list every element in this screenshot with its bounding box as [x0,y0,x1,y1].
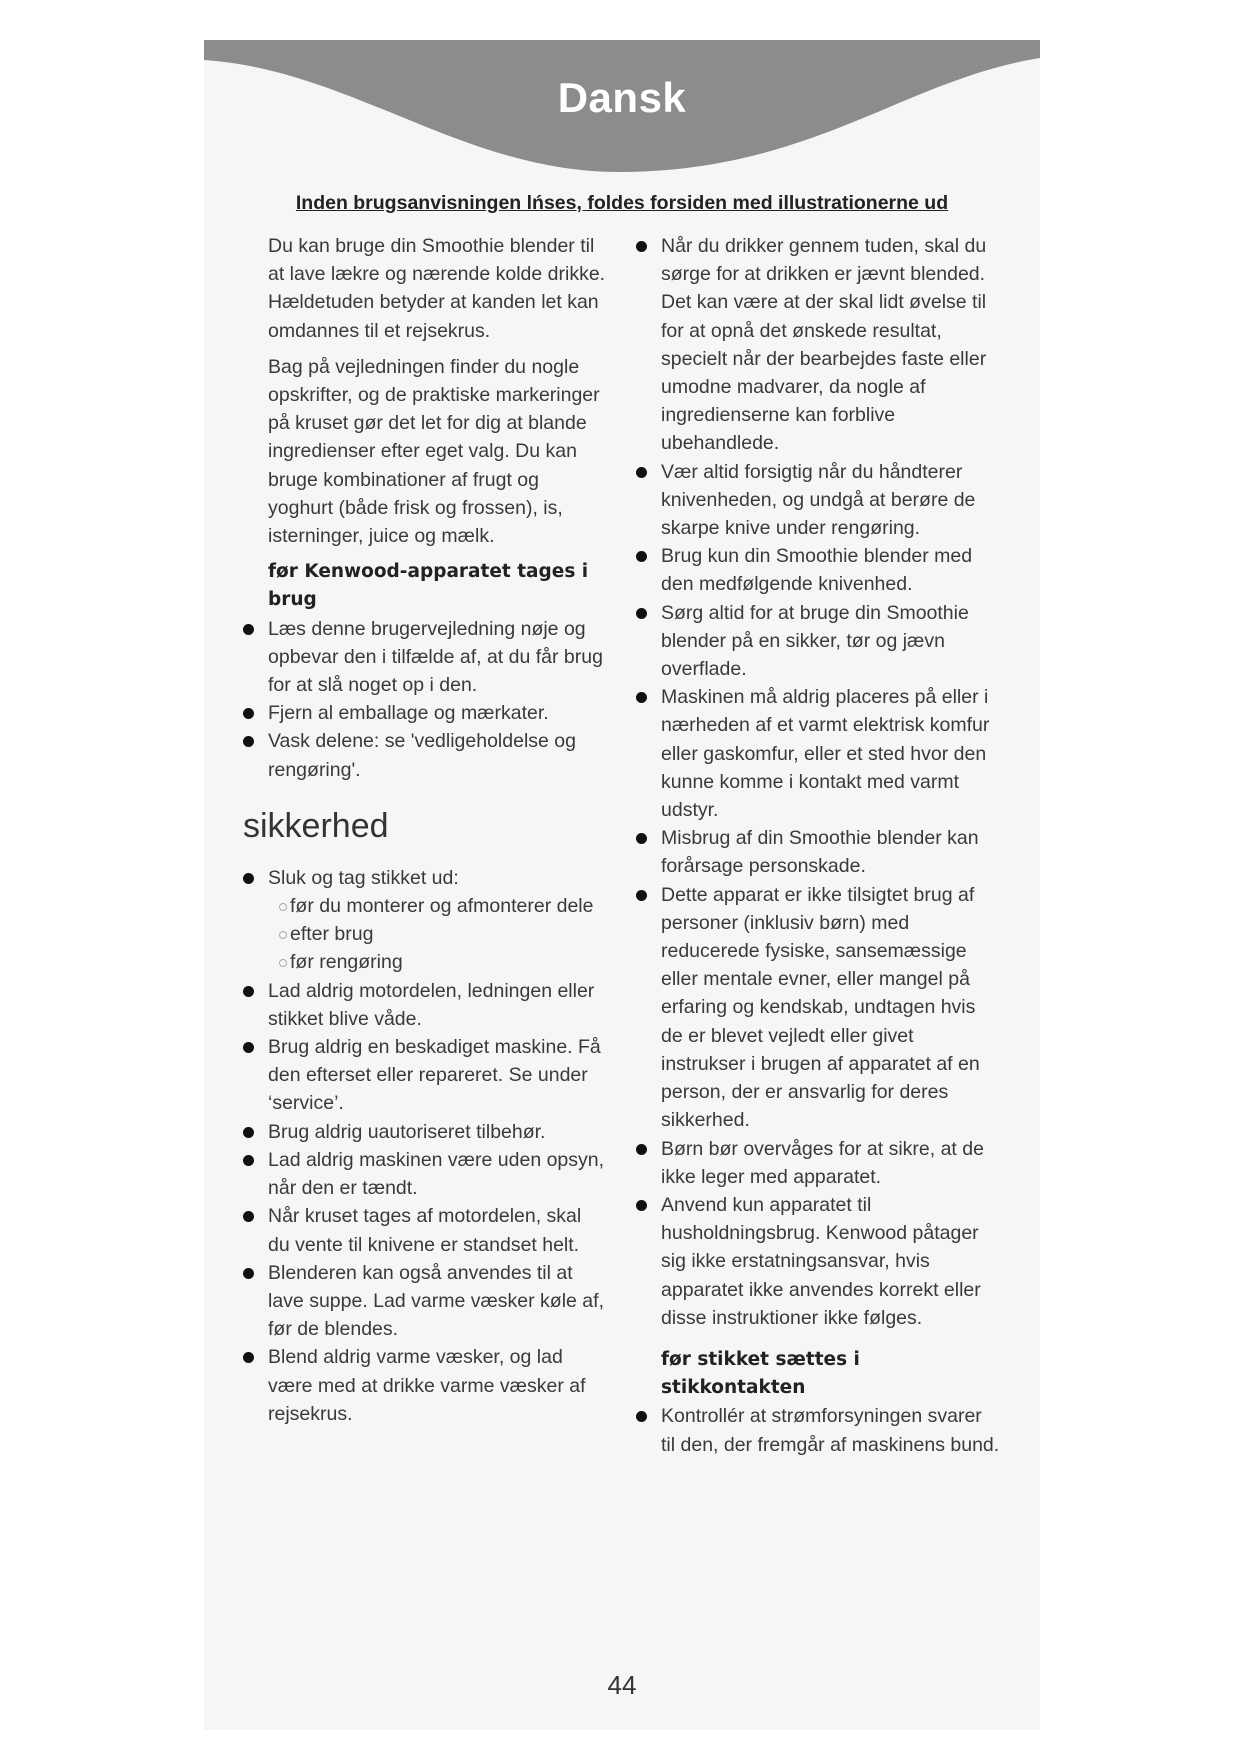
list-item: Kontrollér at strømforsyningen svarer til den, der fremgår af maskinens bund. [661,1402,1001,1458]
list-item: Læs denne brugervejledning nøje og opbevar den i tilfælde af, at du får brug for at slå noget op i den. [268,615,608,700]
bullet-icon [243,736,254,747]
list-item: Brug aldrig uautoriseret tilbehør. [268,1118,608,1146]
bullet-icon [243,986,254,997]
sub-list-item: før du monterer og afmonterer dele [290,892,608,920]
list-item: Når kruset tages af motordelen, skal du vente til knivene er standset helt. [268,1202,608,1258]
bullet-icon [243,1155,254,1166]
bullet-icon [243,1042,254,1053]
bullet-icon [636,241,647,252]
page-title: Dansk [557,74,687,121]
bullet-icon [636,1144,647,1155]
safety-section-title: sikkerhed [243,806,389,845]
list-item: Vask delene: se 'vedligeholdelse og rengøring'. [268,727,608,783]
list-item: Brug kun din Smoothie blender med den medfølgende knivenhed. [661,542,1001,598]
list-item: Brug aldrig en beskadiget maskine. Få den efterset eller repareret. Se under ‘service’. [268,1033,608,1118]
bullet-icon [636,608,647,619]
bullet-icon [243,873,254,884]
ring-bullet-icon [279,959,287,967]
bullet-icon [243,1268,254,1279]
sub-list [268,892,608,977]
list-item: Maskinen må aldrig placeres på eller i nærheden af et varmt elektrisk komfur eller gaskomfur, eller et sted hvor den kunne komme i kontakt med varmt udstyr. [661,683,1001,824]
bullet-icon [636,833,647,844]
plug-heading: før stikket sættes i stikkontakten [661,1348,860,1399]
bullet-icon [636,1200,647,1211]
safety-list-continued [661,232,1001,1332]
intro-paragraph: Bag på vejledningen finder du nogle opskrifter, og de praktiske markeringer på kruset gør det let for dig at blande ingredienser efter eget valg. Du kan bruge kombinationer af frugt og yoghurt (både frisk og frossen), is, isterninger, juice og mælk. [268,355,600,548]
list-item: Fjern al emballage og mærkater. [268,699,608,727]
sub-list-item: efter brug [290,920,608,948]
bullet-icon [636,692,647,703]
bullet-icon [243,1211,254,1222]
list-item: Vær altid forsigtig når du håndterer knivenheden, og undgå at berøre de skarpe knive under rengøring. [661,458,1001,543]
sub-list-item: før rengøring [290,948,608,976]
bullet-icon [636,551,647,562]
list-item: Blend aldrig varme væsker, og lad være med at drikke varme væsker af rejsekrus. [268,1343,608,1428]
list-item: Anvend kun apparatet til husholdningsbrug. Kenwood påtager sig ikke erstatningsansvar, hvis apparatet ikke anvendes korrekt eller disse instruktioner ikke følges. [661,1191,1001,1332]
bullet-icon [243,1352,254,1363]
list-item: Sørg altid for at bruge din Smoothie blender på en sikker, tør og jævn overflade. [661,599,1001,684]
bullet-icon [243,708,254,719]
bullet-icon [243,1127,254,1138]
fold-out-instruction: Inden brugsanvisningen lńses, foldes forsiden med illustrationerne ud [295,192,949,214]
list-item: Sluk og tag stikket ud: før du monterer og afmonterer dele efter brug før rengøring [268,864,608,977]
left-column [243,232,608,1428]
list-item: Når du drikker gennem tuden, skal du sørge for at drikken er jævnt blended. Det kan være at der skal lidt øvelse til for at opnå det ønskede resultat, specielt når der bearbejdes faste eller umodne madvarer, da nogle af ingredienserne kan forblive ubehandlede. [661,232,1001,458]
safety-list [268,864,608,1428]
list-item: Blenderen kan også anvendes til at lave suppe. Lad varme væsker køle af, før de blendes. [268,1259,608,1344]
right-column [661,232,1001,1459]
page-number: 44 [607,1670,637,1700]
bullet-icon [636,467,647,478]
list-item: Børn bør overvåges for at sikre, at de ikke leger med apparatet. [661,1135,1001,1191]
plug-list [661,1402,1001,1458]
manual-page [204,40,1040,1730]
bullet-icon [636,890,647,901]
list-item: Dette apparat er ikke tilsigtet brug af personer (inklusiv børn) med reducerede fysiske, sansemæssige eller mentale evner, eller mangel på erfaring og kendskab, undtagen hvis de er blevet vejledt eller givet instrukser i brugen af apparatet af en person, der er ansvarlig for deres sikkerhed. [661,881,1001,1135]
list-item: Misbrug af din Smoothie blender kan forårsage personskade. [661,824,1001,880]
ring-bullet-icon [279,903,287,911]
ring-bullet-icon [279,931,287,939]
intro-paragraph: Du kan bruge din Smoothie blender til at lave lækre og nærende kolde drikke. Hældetuden betyder at kanden let kan omdannes til et rejsekrus. [268,235,606,342]
bullet-icon [636,1411,647,1422]
before-use-heading: før Kenwood-apparatet tages i brug [268,561,589,611]
list-item: Lad aldrig maskinen være uden opsyn, når den er tændt. [268,1146,608,1202]
list-item: Lad aldrig motordelen, ledningen eller stikket blive våde. [268,977,608,1033]
bullet-icon [243,624,254,635]
before-use-list [268,615,608,784]
